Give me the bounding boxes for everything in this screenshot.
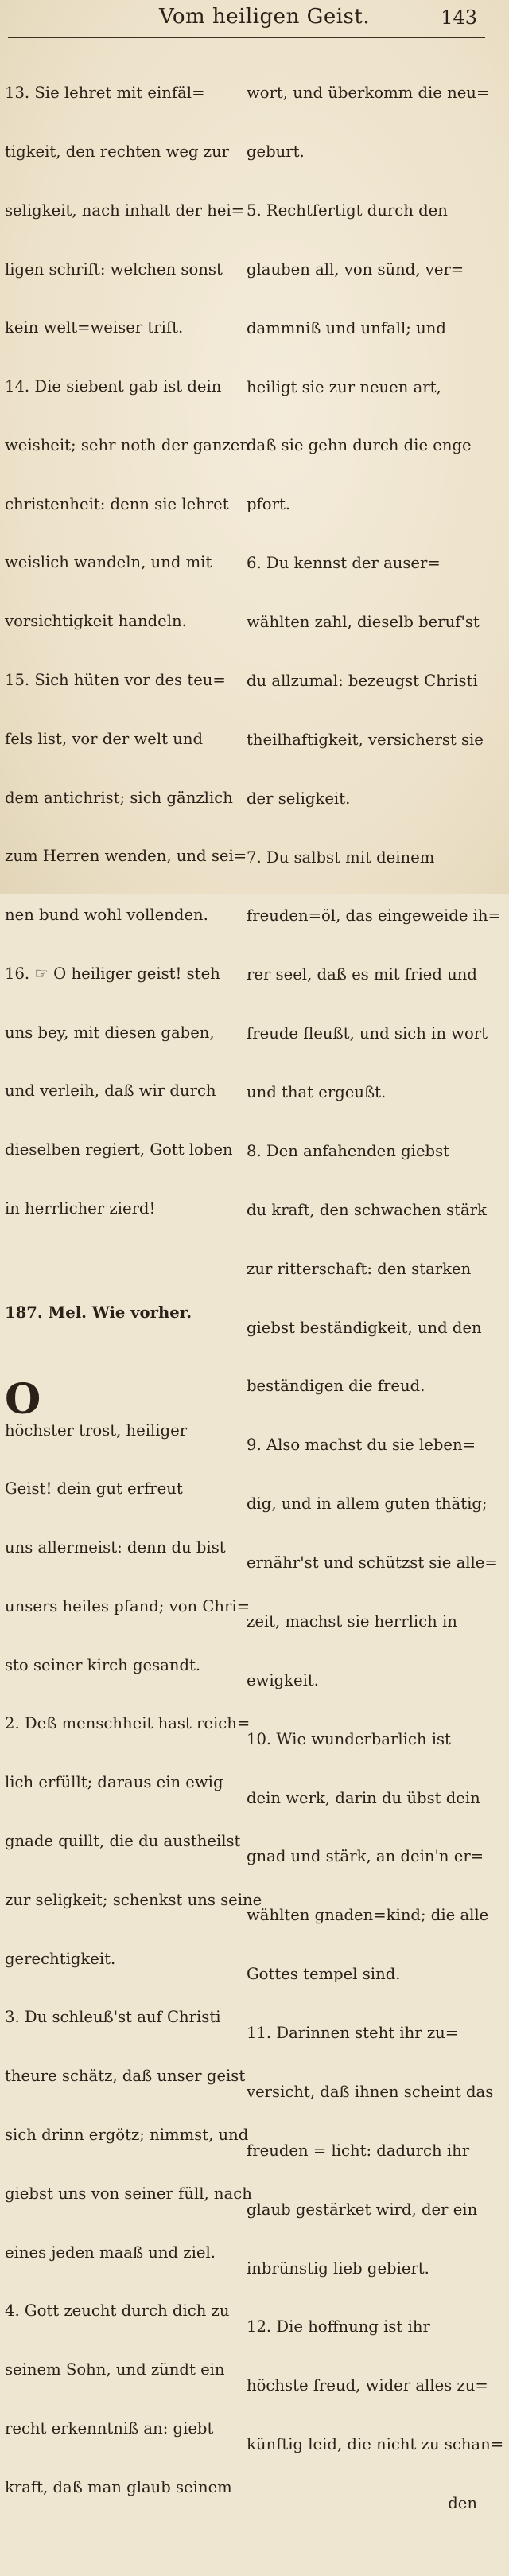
left-column [5,45,262,2576]
text-line: 3. Du schleuß'st auf Christi [5,2008,221,2027]
text-line: in herrlicher zierd! [5,1199,156,1218]
text-line: vorsichtigkeit handeln. [5,612,187,631]
text-line: 16. ☞ O heiliger geist! steh [5,964,220,983]
text-line: 12. Die hoffnung ist ihr [247,2317,430,2336]
text-line: glaub gestärket wird, der ein [247,2200,478,2219]
text-line: weisheit; sehr noth der ganzen [5,435,250,454]
drop-cap: O [5,1375,41,1424]
text-line: pfort. [247,495,291,514]
text-line: 5. Rechtfertigt durch den [247,201,448,220]
text-line: 15. Sich hüten vor des teu= [5,671,226,689]
text-line: 4. Gott zeucht durch dich zu [5,2301,230,2321]
text-line: dig, und in allem guten thätig; [247,1495,488,1514]
text-line: fels list, vor der welt und [5,729,204,748]
text-line: ligen schrift: welchen sonst [5,259,223,279]
text-line: Geist! dein gut erfreut [5,1479,183,1498]
text-line: zeit, machst sie herrlich in [247,1611,457,1631]
text-line: freude fleußt, und sich in wort [247,1024,488,1043]
right-column [247,45,504,2553]
text-line: theure schätz, daß unser geist [5,2067,246,2086]
text-line: seligkeit, nach inhalt der hei= [5,201,245,220]
text-line: 2. Deß menschheit hast reich= [5,1714,251,1733]
text-line: unsers heiles pfand; von Chri= [5,1596,251,1615]
page-number: 143 [441,6,477,29]
text-line: du allzumal: bezeugst Christi [247,671,478,690]
text-line: kraft, daß man glaub seinem [5,2477,232,2496]
text-line: wählten gnaden=kind; die alle [247,1906,489,1925]
hymn-heading: 187. Mel. Wie vorher. [5,1304,192,1322]
text-line: 14. Die siebent gab ist dein [5,377,222,396]
text-line: künftig leid, die nicht zu schan= [247,2435,504,2454]
page-header [0,0,509,45]
text-line: glauben all, von sünd, ver= [247,259,464,279]
spacer [5,1258,240,1265]
text-line: 13. Sie lehret mit einfäl= [5,84,205,103]
text-line: heiligt sie zur neuen art, [247,377,441,396]
text-line: seinem Sohn, und zündt ein [5,2360,225,2379]
text-line: freuden = licht: dadurch ihr [247,2141,470,2160]
text-line: uns allermeist: denn du bist [5,1538,226,1557]
text-line: dein werk, darin du übst dein [247,1788,480,1807]
text-line: gnad und stärk, an dein'n er= [247,1847,484,1866]
text-line: theilhaftigkeit, versicherst sie [247,730,484,749]
text-line: sto seiner kirch gesandt. [5,1655,201,1674]
text-line: 10. Wie wunderbarlich ist [247,1729,451,1748]
text-line: weislich wandeln, und mit [5,553,212,572]
text-line: rer seel, daß es mit fried und [247,965,477,984]
text-line: höchste freud, wider alles zu= [247,2376,488,2395]
text-line: dammniß und unfall; und [247,318,446,337]
text-line: giebst beständigkeit, und den [247,1318,482,1337]
text-line: höchster trost, heiliger [5,1421,188,1440]
text-line: freuden=öl, das eingeweide ih= [247,906,501,926]
header-rule [8,37,485,38]
text-line: und verleih, daß wir durch [5,1081,216,1101]
text-line: wählten zahl, dieselb beruf'st [247,613,480,632]
text-line: daß sie gehn durch die enge [247,436,472,455]
text-line: uns bey, mit diesen gaben, [5,1023,215,1042]
text-line: gerechtigkeit. [5,1949,116,1968]
text-line: recht erkenntniß an: giebt [5,2418,214,2438]
text-line: lich erfüllt; daraus ein ewig [5,1773,223,1792]
text-line: dem antichrist; sich gänzlich [5,788,233,807]
text-line: Gottes tempel sind. [247,1965,401,1984]
text-line: ernähr'st und schützst sie alle= [247,1553,498,1572]
text-line: du kraft, den schwachen stärk [247,1200,487,1219]
text-line: 6. Du kennst der auser= [247,554,441,573]
text-line: ewigkeit. [247,1670,320,1689]
hymn-body [5,1362,262,2537]
text-line: 8. Den anfahenden giebst [247,1141,450,1160]
text-line: versicht, daß ihnen scheint das [247,2082,494,2101]
text-line: eines jeden maaß und ziel. [5,2243,216,2262]
text-line: zur ritterschaft: den starken [247,1259,472,1278]
text-line: sich drinn ergötz; nimmst, und [5,2125,249,2144]
text-line: der seligkeit. [247,789,351,808]
text-line: dieselben regiert, Gott loben [5,1140,233,1159]
text-line: zum Herren wenden, und sei= [5,847,247,866]
running-title: Vom heiligen Geist. [159,5,371,29]
text-line: 11. Darinnen steht ihr zu= [247,2024,459,2043]
text-line: christenheit: denn sie lehret [5,494,229,513]
catchword: den [448,2494,477,2513]
text-line: kein welt=weiser trift. [5,318,184,337]
text-line: wort, und überkomm die neu= [247,84,490,103]
text-line: nen bund wohl vollenden. [5,906,208,925]
text-line: geburt. [247,142,305,162]
text-line: 9. Also machst du sie leben= [247,1436,476,1455]
text-line: inbrünstig lieb gebiert. [247,2258,429,2278]
text-line: und that ergeußt. [247,1083,387,1102]
text-line: 7. Du salbst mit deinem [247,848,435,867]
text-line: tigkeit, den rechten weg zur [5,142,230,161]
text-line: beständigen die freud. [247,1377,425,1396]
text-line: zur seligkeit; schenkst uns seine [5,1890,262,1909]
text-line: gnade quillt, die du austheilst [5,1832,241,1851]
text-line: giebst uns von seiner füll, nach [5,2184,252,2203]
